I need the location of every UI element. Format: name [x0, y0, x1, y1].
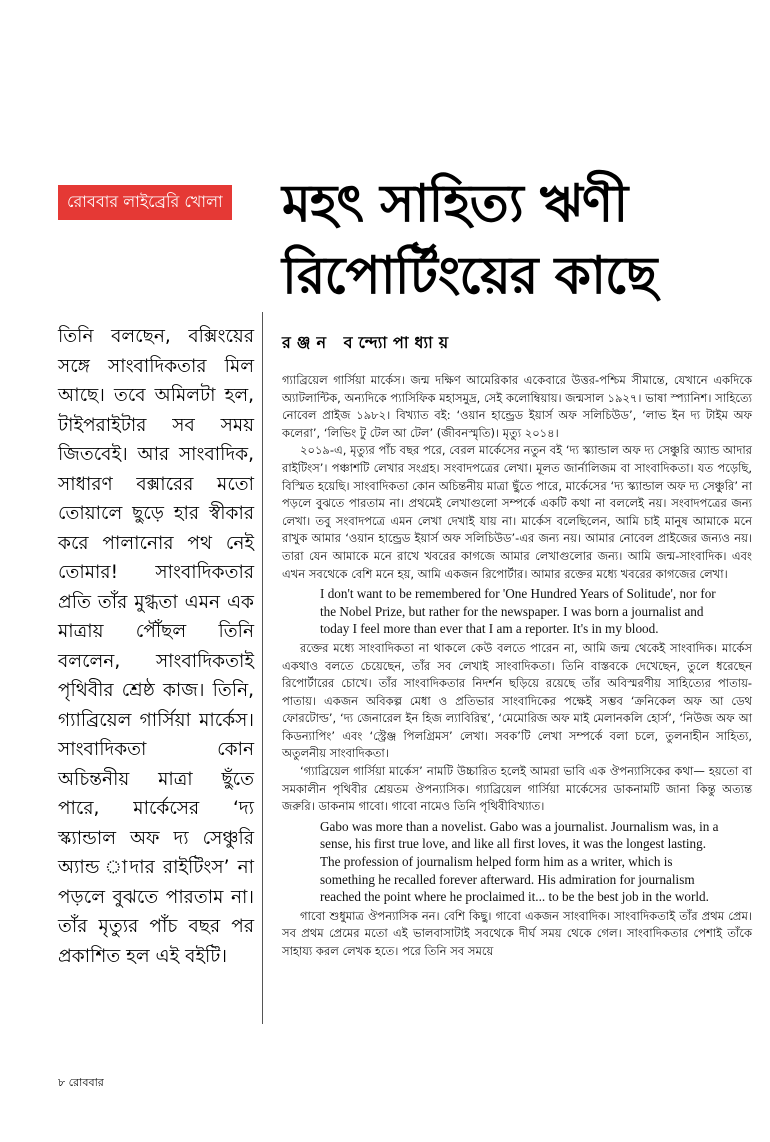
pull-quote: তিনি বলছেন, বক্সিংয়ের সঙ্গে সাংবাদিকতার মিল আছে। তবে অমিলটা হল, টাইপরাইটার সব সময় জিতবেই। আর সাংবাদিক, সাধারণ বক্সারের মতো তোয়ালে ছুড়ে হার স্বীকার করে পালানোর পথ নেই তোমার! সাংবাদিকতার প্রতি তাঁর মুগ্ধতা এমন এক মাত্রায় পৌঁছল তিনি বললেন, সাংবাদিকতাই পৃথিবীর শ্রেষ্ঠ কাজ। তিনি, গ্যাব্রিয়েল গার্সিয়া মার্কেস। সাংবাদিকতা কোন অচিন্তনীয় মাত্রা ছুঁতে পারে, মার্কেসের ‘দ্য স্ক্যান্ডাল অফ দ্য সেঞ্চুরি অ্যান্ড াদার রাইটিংস’ না পড়লে বুঝতে পারতাম না। তাঁর মৃত্যুর পাঁচ বছর পর প্রকাশিত হল এই বইটি।: [58, 326, 254, 967]
block-quote: I don't want to be remembered for 'One Hundred Years of Solitude', nor for the Nobel Prize, but rather for the newspaper. I was born a journalist and today I feel more than ever that I am a reporter. It's in my blood.: [320, 586, 716, 637]
page-folio: ৮ রোববার: [58, 1076, 104, 1089]
headline-line-2: রিপোর্টিংয়ের কাছে: [282, 246, 657, 306]
section-tag: রোববার লাইব্রেরি খোলা: [58, 185, 232, 220]
article-body: [282, 372, 752, 961]
body-paragraph: গাবো শুধুমাত্র ঔপন্যাসিক নন। বেশি কিছু। গাবো একজন সাংবাদিক। সাংবাদিকতাই তাঁর প্রথম প্রেম। সব প্রথম প্রেমের মতো এই ভালবাসাটাই সবথেকে দীর্ঘ সময় থেকে গেল। সাংবাদিকতার পেশাই তাঁকে সাহায্য করল লেখক হতে। পরে তিনি সব সময়ে: [282, 908, 752, 958]
column-divider: [262, 312, 263, 1024]
headline-line-1: মহৎ সাহিত্য ঋণী: [282, 174, 628, 234]
byline: রঞ্জন বন্দ্যোপাধ্যায়: [282, 333, 455, 352]
body-paragraph: রক্তের মধ্যে সাংবাদিকতা না থাকলে কেউ বলতে পারেন না, আমি জন্ম থেকেই সাংবাদিক। মার্কেস একথাও বলতে চেয়েছেন, তাঁর সব লেখাই সাংবাদিকতা। তিনি বাস্তবকে দেখেছেন, তুলে ধরেছেন রিপোর্টারের চোখে। তাঁর সাংবাদিকতার নিদর্শন ছড়িয়ে রয়েছে তাঁর অবিস্মরণীয় সাহিত্যের পাতায়-পাতায়। একজন অবিকল্প মেধা ও প্রতিভার সাংবাদিকের পক্ষেই সম্ভব ‘ক্রনিকেল অফ আ ডেথ ফোরটোল্ড’, ‘দ্য জেনারেল ইন হিজ ল্যাবিরিন্থ’, ‘মেমোরিজ অফ মাই মেলানকলি হোর্স’, ‘নিউজ অফ আ কিডন্যাপিং’ এবং ‘স্ট্রেঞ্জ পিলগ্রিমস’ লেখা। সবক’টি লেখা সম্পর্কে বলা চলে, তুলনাহীন সাহিত্য, অতুলনীয় সাংবাদিকতা।: [282, 640, 752, 761]
body-paragraph: ‘গ্যাব্রিয়েল গার্সিয়া মার্কেস’ নামটি উচ্চারিত হলেই আমরা ভাবি এক ঔপন্যাসিকের কথা— হয়তো বা সমকালীন পৃথিবীর শ্রেয়তম ঔপন্যাসিক। গ্যাব্রিয়েল গার্সিয়া মার্কেসের ডাকনামটি জানা কিন্তু অত্যন্ত জরুরি। ডাকনাম গাবো। গাবো নামেও তিনি পৃথিবীবিখ্যাত।: [282, 764, 752, 814]
body-paragraph: গ্যাব্রিয়েল গার্সিয়া মার্কেস। জন্ম দক্ষিণ আমেরিকার একেবারে উত্তর-পশ্চিম সীমান্তে, যেখানে একদিকে অ্যাটলান্টিক, অন্যদিকে প্যাসিফিক মহাসমুদ্র, সেই কলোম্বিয়ায়। জন্মসাল ১৯২৭। ভাষা স্প্যানিশ। সাহিত্যে নোবেল প্রাইজ ১৯৮২। বিখ্যাত বই: ‘ওয়ান হান্ড্রেড ইয়ার্স অফ সলিচিউড’, ‘লাভ ইন দ্য টাইম অফ কলেরা’, ‘লিভিং টু টেল আ টেল’ (জীবনস্মৃতি)। মৃত্যু ২০১৪।: [282, 373, 752, 440]
headline: [282, 168, 752, 312]
body-paragraph: ২০১৯-এ, মৃত্যুর পাঁচ বছর পরে, বেরল মার্কেসের নতুন বই ‘দ্য স্ক্যান্ডাল অফ দ্য সেঞ্চুরি অ্যান্ড আদার রাইটিংস’। পঞ্চাশটি লেখার সংগ্রহ। সংবাদপত্রের লেখা। মূলত জার্নালিজম বা সাংবাদিকতা। যত পড়েছি, বিস্মিত হয়েছি। সাংবাদিকতা কোন অচিন্তনীয় মাত্রা ছুঁতে পারে, মার্কেসের ‘দ্য স্ক্যান্ডাল অফ দ্য সেঞ্চুরি’ না পড়লে বুঝতে পারতাম না। প্রথমেই লেখাগুলো সম্পর্কে একটি কথা না বললেই নয়। সংবাদপত্রের জন্য লেখা। তবু সংবাদপত্রে এমন লেখা দেখাই যায় না। মার্কেস বলেছিলেন, আমি চাই মানুষ আমাকে মনে রাখুক আমার ‘ওয়ান হান্ড্রেড ইয়ার্স অফ সলিচিউড’-এর জন্য নয়। আমার নোবেল প্রাইজের জন্যও নয়। তারা যেন আমাকে মনে রাখে খবরের কাগজে আমার লেখাগুলোর জন্য। আমি জন্ম-সাংবাদিক। এবং এখন সবথেকে বেশি মনে হয়, আমি একজন রিপোর্টার। আমার রক্তের মধ্যে খবরের কাগজের লেখা।: [282, 443, 752, 581]
block-quote: Gabo was more than a novelist. Gabo was a journalist. Journalism was, in a sense, his first true love, and like all first loves, it was the longest lasting. The profession of journalism helped form him as a writer, which is something he recalled forever afterward. His admiration for journalism reached the point where he proclaimed it... to be the best job in the world.: [320, 818, 719, 905]
